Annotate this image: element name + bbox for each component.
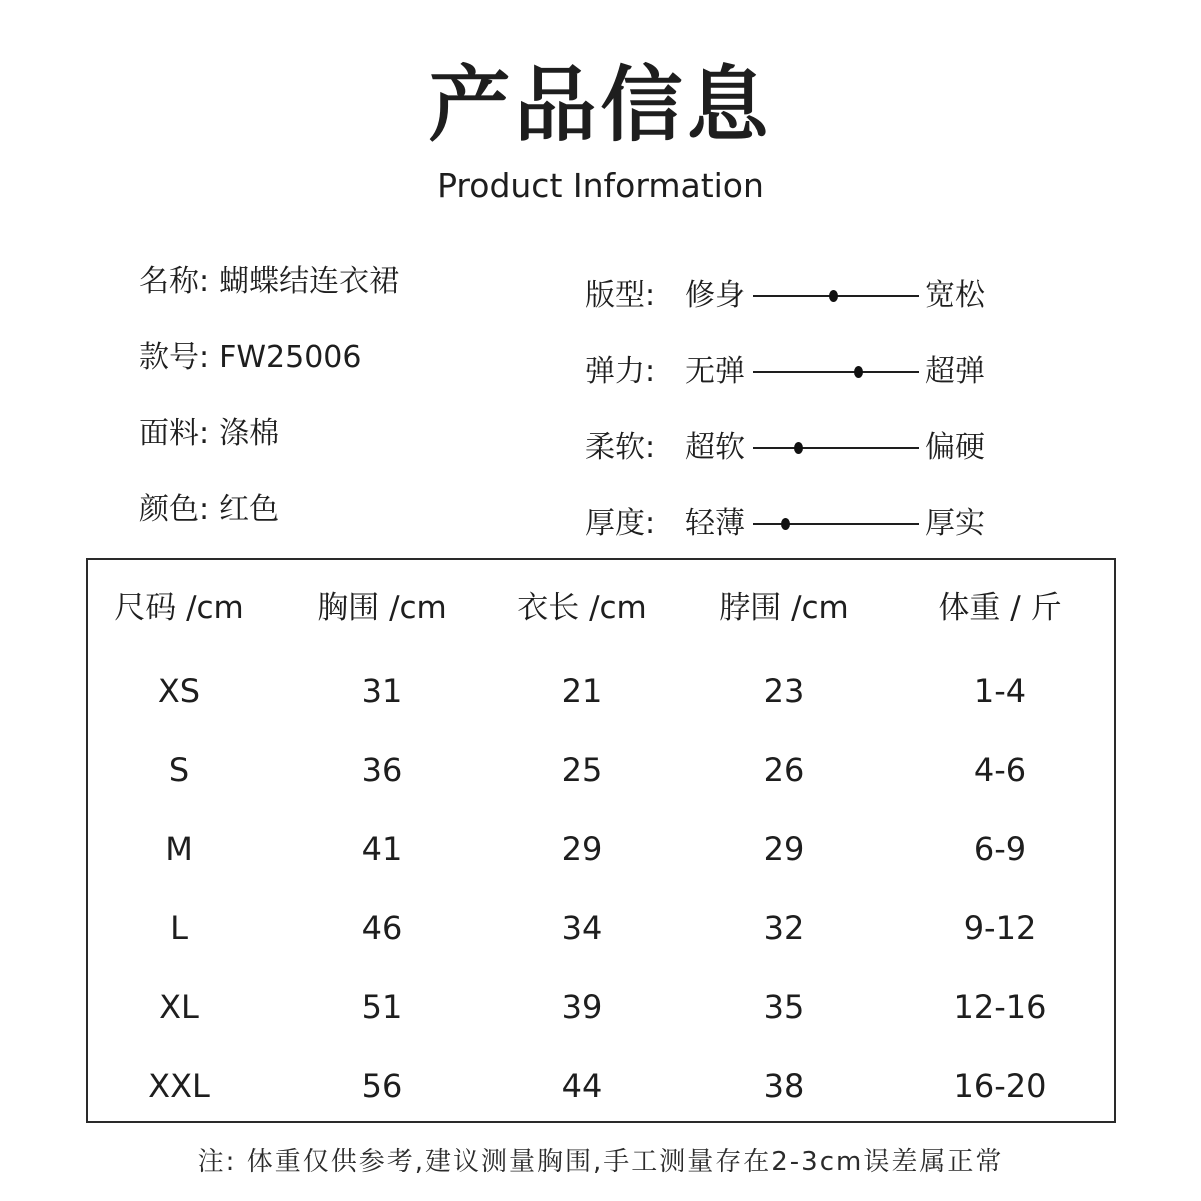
scale-marker (794, 442, 803, 454)
scale-fit (585, 258, 985, 334)
scale-track (753, 295, 919, 297)
table-header-cell: 尺码 /cm (114, 590, 244, 626)
page-title: 产品信息 (428, 58, 773, 153)
table-cell: XS (157, 672, 201, 710)
scale-track (753, 523, 919, 525)
table-cell: 16-20 (953, 1067, 1047, 1105)
table-cell: 46 (361, 909, 403, 947)
table-cell: 23 (763, 672, 805, 710)
table-cell: 9-12 (963, 909, 1037, 947)
table-cell: 34 (561, 909, 603, 947)
table-row (88, 977, 1114, 1037)
info-value: FW25006 (219, 340, 362, 375)
table-cell: 29 (561, 830, 603, 868)
scale-low-label: 无弹 (685, 354, 745, 389)
table-cell: 36 (361, 751, 403, 789)
table-cell: XL (159, 988, 199, 1026)
scale-label: 弹力: (585, 354, 656, 389)
scale-marker (781, 518, 790, 530)
info-value: 红色 (219, 492, 280, 527)
table-header-cell: 衣长 /cm (517, 590, 647, 626)
table-cell: 44 (561, 1067, 603, 1105)
attribute-scales (585, 258, 985, 562)
scale-high-label: 超弹 (925, 354, 985, 389)
table-cell: 38 (763, 1067, 805, 1105)
size-table (86, 558, 1116, 1123)
scale-label: 厚度: (585, 506, 656, 541)
table-cell: 12-16 (953, 988, 1047, 1026)
table-cell: M (165, 830, 193, 868)
info-row-color (139, 486, 399, 562)
table-cell: 56 (361, 1067, 403, 1105)
scale-marker (854, 366, 863, 378)
table-cell: 29 (763, 830, 805, 868)
table-cell: 51 (361, 988, 403, 1026)
info-label: 款号: (139, 340, 210, 375)
scale-low-label: 轻薄 (685, 506, 745, 541)
table-cell: 4-6 (973, 751, 1027, 789)
table-cell: 25 (561, 751, 603, 789)
table-cell: 41 (361, 830, 403, 868)
table-cell: 35 (763, 988, 805, 1026)
info-value: 蝴蝶结连衣裙 (219, 264, 400, 299)
table-header-cell: 体重 / 斤 (938, 590, 1062, 626)
scale-low-label: 超软 (685, 430, 745, 465)
info-row-style-number (139, 334, 399, 410)
scale-track (753, 371, 919, 373)
info-label: 名称: (139, 264, 210, 299)
table-row (88, 740, 1114, 800)
table-cell: 6-9 (973, 830, 1027, 868)
scale-high-label: 偏硬 (925, 430, 985, 465)
table-header-cell: 脖围 /cm (719, 590, 849, 626)
table-cell: 39 (561, 988, 603, 1026)
scale-marker (829, 290, 838, 302)
footnote: 注: 体重仅供参考,建议测量胸围,手工测量存在2-3cm误差属正常 (197, 1147, 1004, 1177)
table-header-row (88, 578, 1114, 638)
info-row-name (139, 258, 399, 334)
info-row-fabric (139, 410, 399, 486)
table-cell: 26 (763, 751, 805, 789)
page-subtitle: Product Information (437, 166, 764, 205)
table-cell: 1-4 (973, 672, 1027, 710)
table-cell: 21 (561, 672, 603, 710)
product-info-list (139, 258, 399, 562)
scale-thickness (585, 486, 985, 562)
scale-low-label: 修身 (685, 278, 745, 313)
scale-elasticity (585, 334, 985, 410)
scale-label: 柔软: (585, 430, 656, 465)
scale-high-label: 宽松 (925, 278, 985, 313)
scale-softness (585, 410, 985, 486)
scale-track (753, 447, 919, 449)
table-row (88, 1056, 1114, 1116)
info-value: 涤棉 (219, 416, 280, 451)
table-cell: XXL (148, 1067, 210, 1105)
table-row (88, 661, 1114, 721)
table-cell: L (170, 909, 188, 947)
table-row (88, 898, 1114, 958)
scale-high-label: 厚实 (925, 506, 985, 541)
table-cell: 32 (763, 909, 805, 947)
table-row (88, 819, 1114, 879)
info-label: 颜色: (139, 492, 210, 527)
table-header-cell: 胸围 /cm (317, 590, 447, 626)
table-cell: 31 (361, 672, 403, 710)
info-label: 面料: (139, 416, 210, 451)
scale-label: 版型: (585, 278, 656, 313)
table-cell: S (168, 751, 190, 789)
